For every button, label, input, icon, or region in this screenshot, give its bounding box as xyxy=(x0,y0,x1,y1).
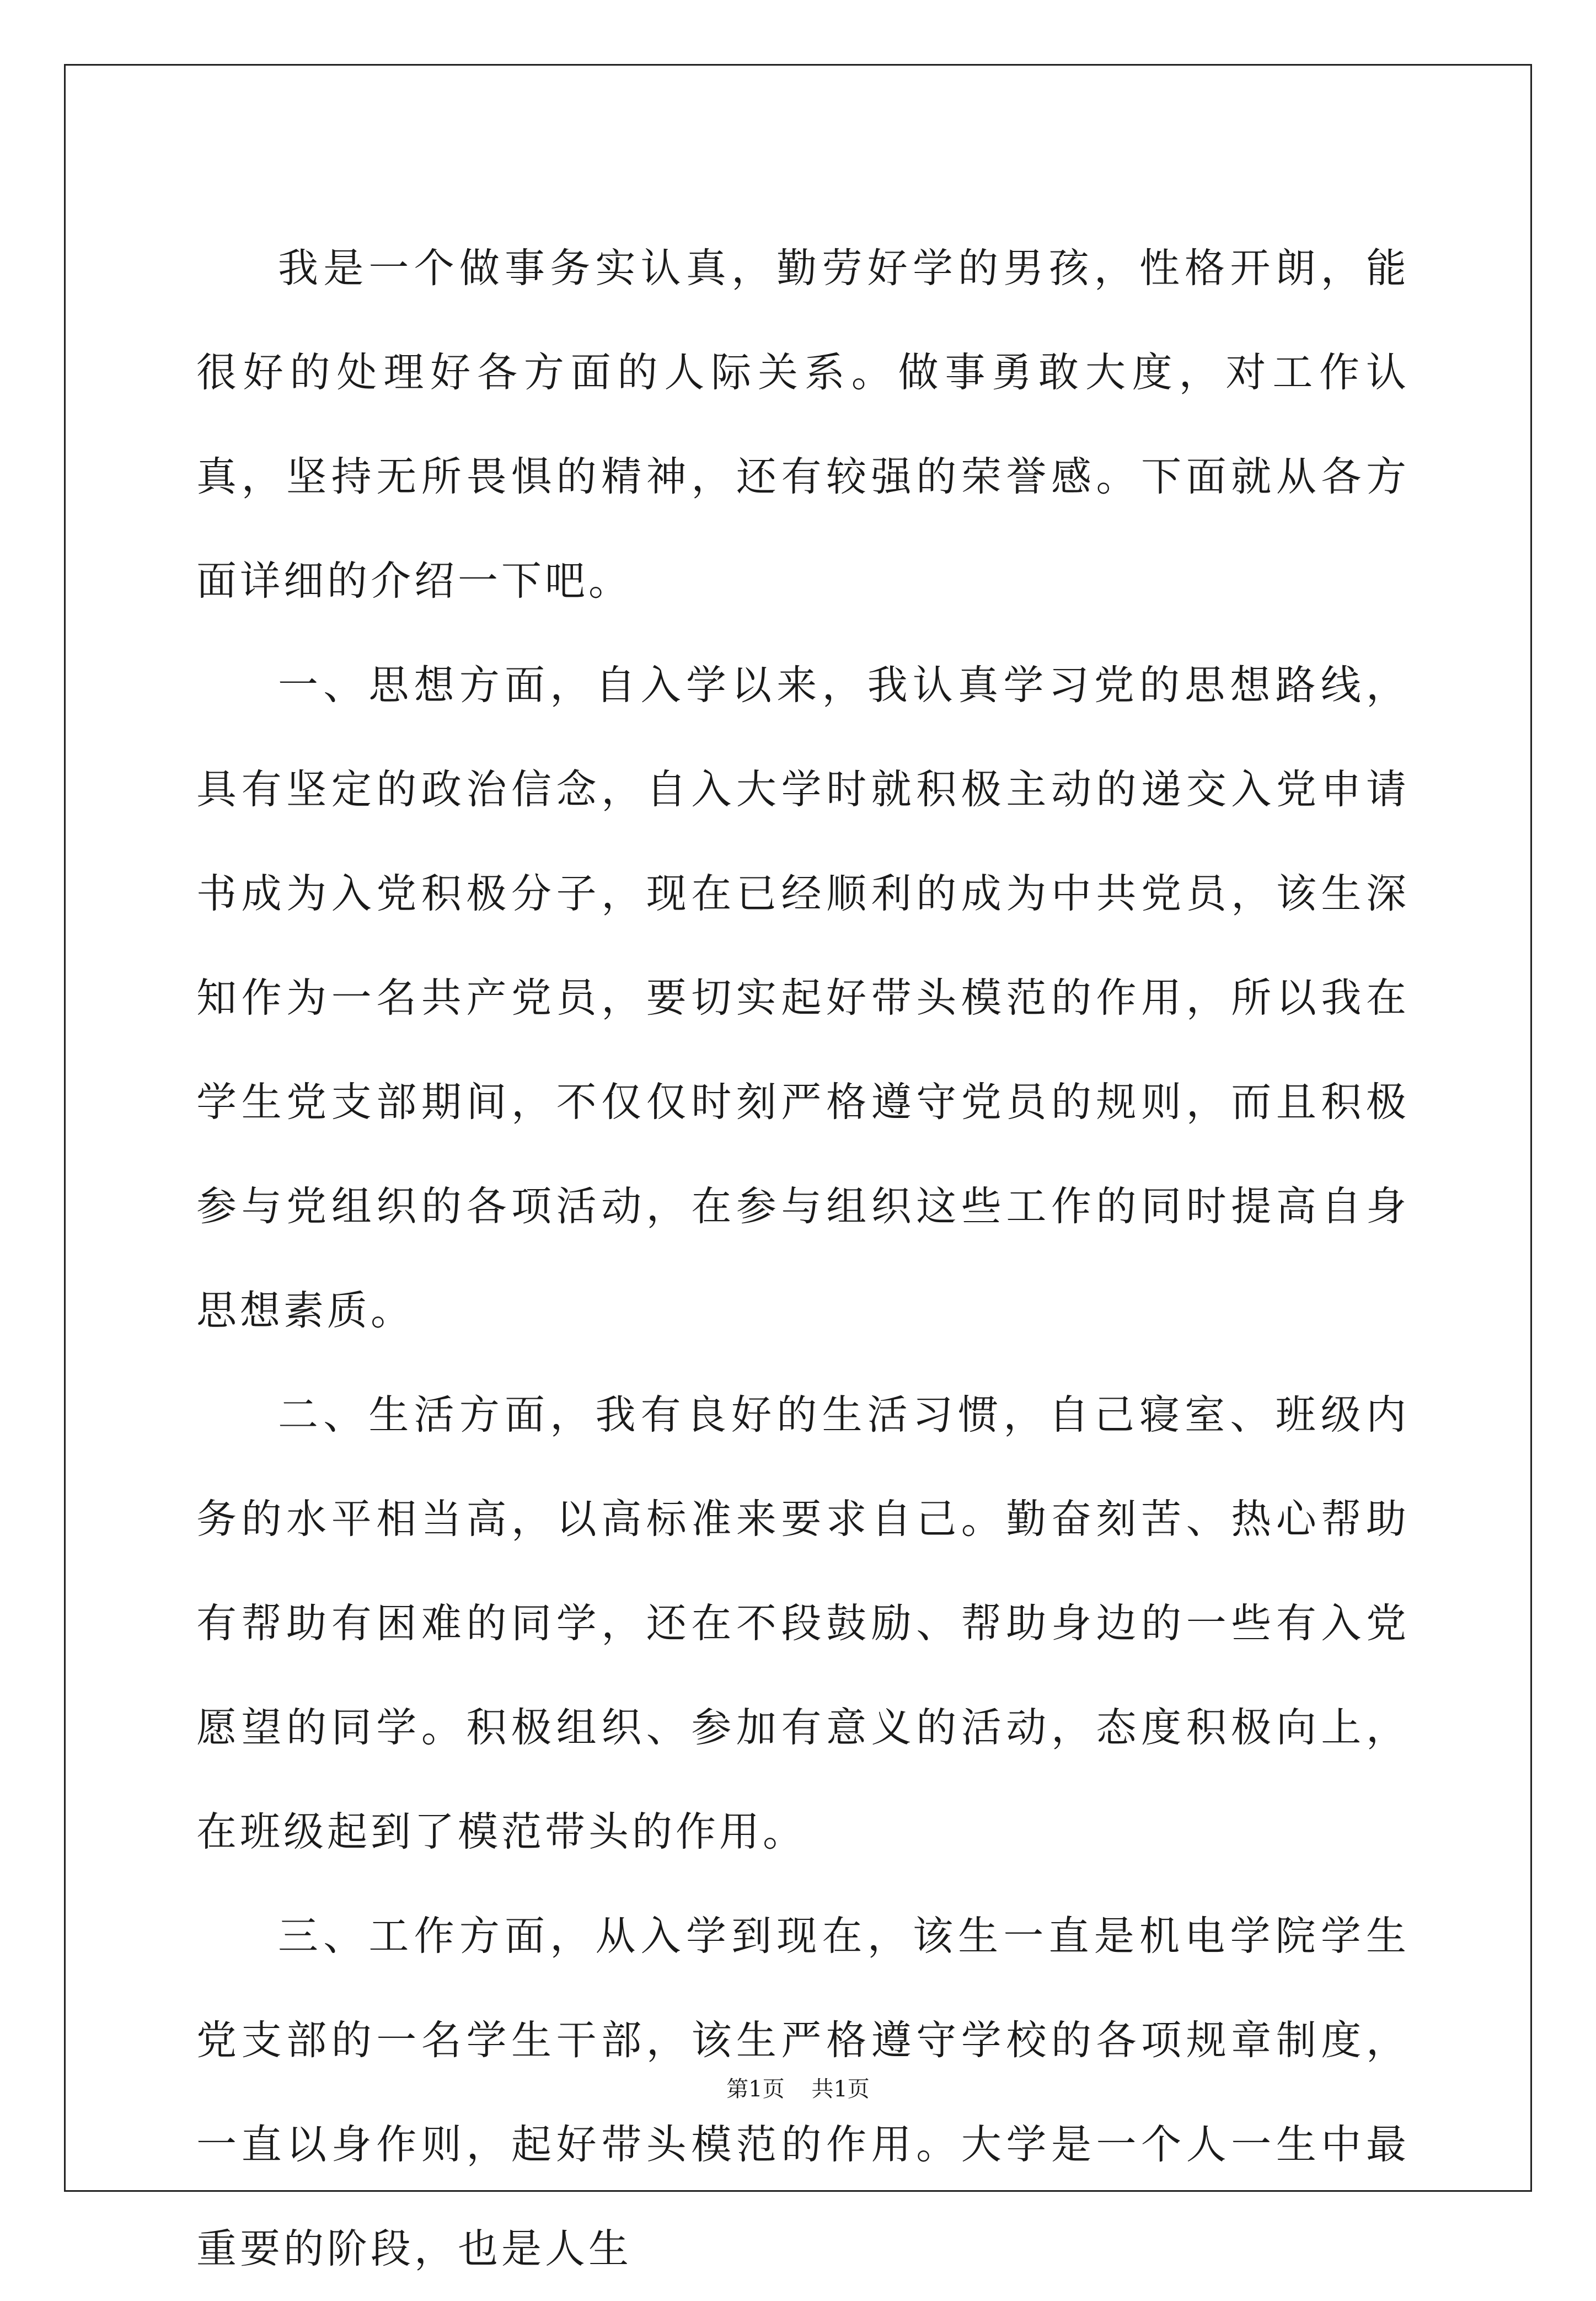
page-footer xyxy=(0,2074,1596,2105)
paragraph-ideology: 一、思想方面，自入学以来，我认真学习党的思想路线，具有坚定的政治信念，自入大学时就积极主动的递交入党申请书成为入党积极分子，现在已经顺利的成为中共党员，该生深知作为一名共产党员，要切实起好带头模范的作用，所以我在学生党支部期间，不仅仅时刻严格遵守党员的规则，而且积极参与党组织的各项活动，在参与组织这些工作的同时提高自身思想素质。 xyxy=(196,662,1410,1334)
paragraph-life: 二、生活方面，我有良好的生活习惯，自己寝室、班级内务的水平相当高，以高标准来要求自己。勤奋刻苦、热心帮助有帮助有困难的同学，还在不段鼓励、帮助身边的一些有入党愿望的同学。积极组织、参加有意义的活动，态度积极向上，在班级起到了模范带头的作用。 xyxy=(196,1392,1410,1855)
document-body xyxy=(196,216,1410,2301)
paragraph-intro: 我是一个做事务实认真，勤劳好学的男孩，性格开朗，能很好的处理好各方面的人际关系。做事勇敢大度，对工作认真，坚持无所畏惧的精神，还有较强的荣誉感。下面就从各方面详细的介绍一下吧。 xyxy=(196,245,1410,604)
total-pages-label: 共1页 xyxy=(811,2077,870,2102)
current-page-label: 第1页 xyxy=(726,2077,785,2102)
paragraph-work: 三、工作方面，从入学到现在，该生一直是机电学院学生党支部的一名学生干部，该生严格遵守学校的各项规章制度，一直以身作则，起好带头模范的作用。大学是一个人一生中最重要的阶段，也是人生 xyxy=(196,1913,1410,2272)
